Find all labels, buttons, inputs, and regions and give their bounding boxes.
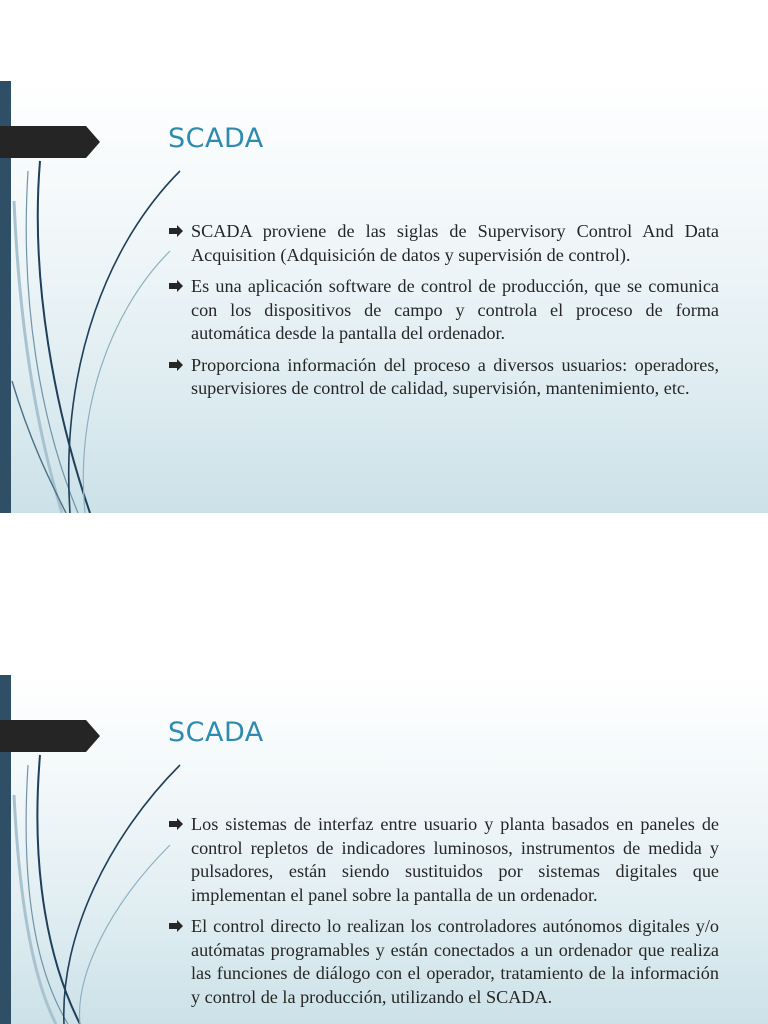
bullet-item (168, 915, 719, 1009)
slide-1 (0, 81, 768, 513)
pointing-hand-icon (168, 224, 184, 238)
bullet-text: SCADA proviene de las siglas de Supervisory Control And Data Acquisition (Adquisición de datos y supervisión de control). (191, 221, 719, 265)
bullet-text: Proporciona información del proceso a diversos usuarios: operadores, supervisiores de control de calidad, supervisión, mantenimiento, etc. (191, 354, 719, 398)
bullet-list (168, 813, 719, 1017)
pointing-hand-icon (168, 919, 184, 933)
title-arrow-tab (0, 126, 100, 158)
bullet-item (168, 220, 719, 267)
bullet-item (168, 354, 719, 401)
bullet-text: Es una aplicación software de control de producción, que se comunica con los dispositivos de campo y controla el proceso de forma automática desde la pantalla del ordenador. (191, 276, 719, 343)
bullet-list (168, 220, 719, 409)
bullet-item (168, 275, 719, 346)
slide-2 (0, 675, 768, 1024)
title-arrow-tab (0, 720, 100, 752)
bullet-text: Los sistemas de interfaz entre usuario y planta basados en paneles de control repletos de indicadores luminosos, instrumentos de medida y pulsadores, están siendo sustituidos por sistemas digitales que implementan el panel sobre la pantalla de un ordenador. (191, 814, 719, 905)
slide-title: SCADA (168, 717, 264, 748)
pointing-hand-icon (168, 817, 184, 831)
pointing-hand-icon (168, 279, 184, 293)
bullet-item (168, 813, 719, 907)
bullet-text: El control directo lo realizan los controladores autónomos digitales y/o autómatas programables y están conectados a un ordenador que realiza las funciones de diálogo con el operador, tratamiento de la información y control de la producción, utilizando el SCADA. (191, 916, 719, 1007)
slide-title: SCADA (168, 123, 264, 154)
pointing-hand-icon (168, 358, 184, 372)
